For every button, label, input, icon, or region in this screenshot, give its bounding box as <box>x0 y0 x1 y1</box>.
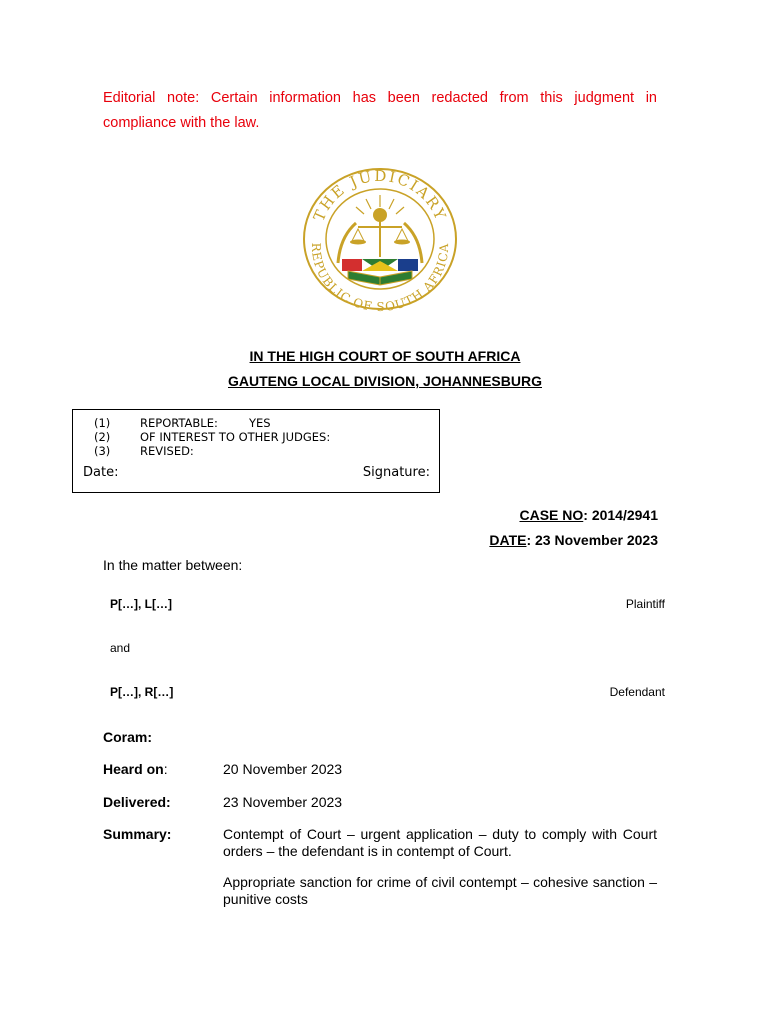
heard-value: 20 November 2023 <box>223 761 343 777</box>
delivered-label: Delivered: <box>103 794 171 810</box>
item-number: (1) <box>94 416 111 430</box>
item-value: YES <box>249 416 271 430</box>
case-date-value: : 23 November 2023 <box>526 532 658 548</box>
court-name: IN THE HIGH COURT OF SOUTH AFRICA <box>249 348 521 364</box>
defendant-name: P[…], R[…] <box>110 685 174 699</box>
date-label: Date: <box>83 465 119 480</box>
plaintiff-name: P[…], L[…] <box>110 597 172 611</box>
item-number: (3) <box>94 444 111 458</box>
court-division: GAUTENG LOCAL DIVISION, JOHANNESBURG <box>228 373 542 389</box>
seal-top-text: THE JUDICIARY <box>309 167 451 224</box>
coram-label: Coram: <box>103 729 153 745</box>
item-label: REPORTABLE: <box>140 416 218 430</box>
summary-paragraph-2: Appropriate sanction for crime of civil contempt – cohesive sanction – punitive costs <box>223 874 657 907</box>
summary-paragraph-1: Contempt of Court – urgent application – duty to comply with Court orders – the defendant is in contempt of Court. <box>223 826 657 859</box>
case-number-label: CASE NO <box>519 507 584 523</box>
case-number-value: : 2014/2941 <box>583 507 658 523</box>
item-number: (2) <box>94 430 111 444</box>
heard-label <box>103 761 168 777</box>
and-text: and <box>110 641 131 655</box>
heard-colon: : <box>163 761 168 777</box>
heard-label-text: Heard on <box>103 761 164 777</box>
delivered-value: 23 November 2023 <box>223 794 343 810</box>
reportable-box <box>72 409 440 493</box>
item-label: OF INTEREST TO OTHER JUDGES: <box>140 430 331 444</box>
matter-intro: In the matter between: <box>103 557 243 573</box>
item-label: REVISED: <box>140 444 194 458</box>
signature-label: Signature: <box>362 465 430 480</box>
judiciary-seal-icon <box>300 167 460 312</box>
editorial-note: Editorial note: Certain information has been redacted from this judgment in compliance with the law. <box>103 90 657 131</box>
seal-bottom-text: REPUBLIC OF SOUTH AFRICA <box>308 242 452 312</box>
case-date <box>489 532 658 548</box>
case-date-label: DATE <box>489 532 527 548</box>
case-number <box>519 507 658 523</box>
plaintiff-role: Plaintiff <box>625 597 665 611</box>
defendant-role: Defendant <box>609 685 665 699</box>
summary-label: Summary: <box>103 826 172 842</box>
